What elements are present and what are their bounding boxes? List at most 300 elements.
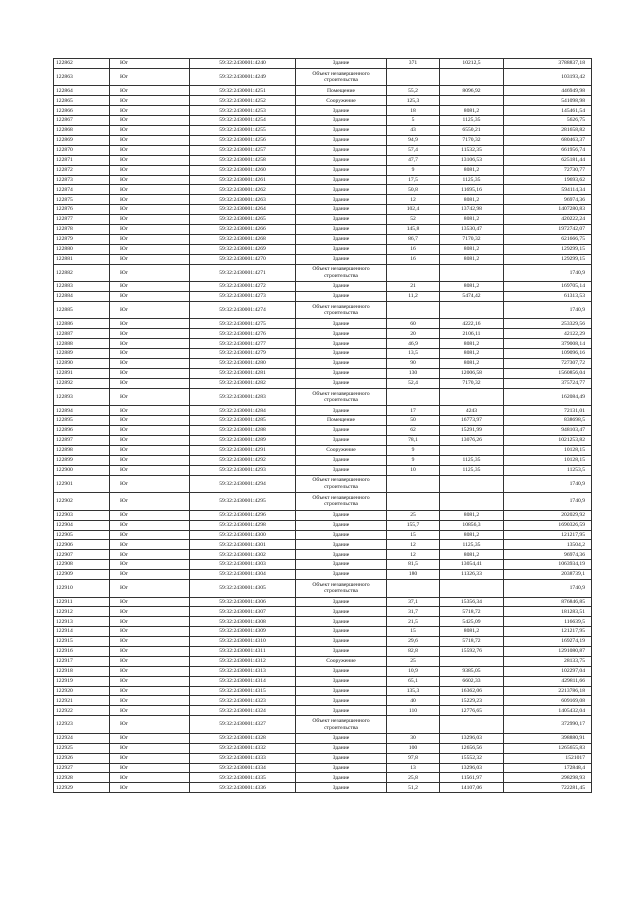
row-number-cell: 122888 (54, 339, 110, 349)
cadastral-value-table (53, 58, 592, 793)
table-row (54, 550, 592, 560)
object-type-cell: Здание (296, 666, 387, 676)
cadastral-value-cell: 1407280,83 (504, 205, 592, 215)
row-number-cell: 122867 (54, 116, 110, 126)
cadastral-number-cell: 59:32:2430001:4269 (190, 244, 296, 254)
specific-value-cell: 8081,2 (440, 106, 504, 116)
cadastral-value-cell: 1291080,87 (504, 647, 592, 657)
district-cell: Юг (110, 637, 190, 647)
cadastral-value-cell: 1740,9 (504, 475, 592, 493)
row-number-cell: 122906 (54, 540, 110, 550)
cadastral-value-cell: 169274,19 (504, 637, 592, 647)
cadastral-number-cell: 59:32:2430001:4265 (190, 215, 296, 225)
district-cell: Юг (110, 773, 190, 783)
table-row (54, 185, 592, 195)
specific-value-cell: 8081,2 (440, 282, 504, 292)
table-row (54, 666, 592, 676)
cadastral-number-cell: 59:32:2430001:4283 (190, 388, 296, 406)
object-type-cell: Здание (296, 426, 387, 436)
area-cell (387, 388, 440, 406)
specific-value-cell (440, 388, 504, 406)
row-number-cell: 122895 (54, 416, 110, 426)
cadastral-value-cell: 2213786,18 (504, 686, 592, 696)
table-row (54, 510, 592, 520)
area-cell: 51,2 (387, 783, 440, 793)
table-row (54, 676, 592, 686)
object-type-cell: Объект незавершенного строительства (296, 264, 387, 282)
table-row (54, 520, 592, 530)
object-type-cell: Здание (296, 406, 387, 416)
district-cell: Юг (110, 155, 190, 165)
table-row (54, 388, 592, 406)
object-type-cell: Здание (296, 520, 387, 530)
area-cell: 57,4 (387, 145, 440, 155)
district-cell: Юг (110, 716, 190, 734)
area-cell: 12 (387, 540, 440, 550)
specific-value-cell: 8081,2 (440, 244, 504, 254)
object-type-cell: Здание (296, 676, 387, 686)
area-cell: 18 (387, 106, 440, 116)
table-row (54, 783, 592, 793)
area-cell: 17,5 (387, 175, 440, 185)
cadastral-value-cell: 2038739,1 (504, 570, 592, 580)
district-cell: Юг (110, 224, 190, 234)
specific-value-cell: 8081,2 (440, 349, 504, 359)
table-row (54, 445, 592, 455)
district-cell: Юг (110, 540, 190, 550)
row-number-cell: 122874 (54, 185, 110, 195)
object-type-cell: Здание (296, 763, 387, 773)
district-cell: Юг (110, 763, 190, 773)
object-type-cell: Здание (296, 465, 387, 475)
district-cell: Юг (110, 530, 190, 540)
district-cell: Юг (110, 215, 190, 225)
row-number-cell: 122875 (54, 195, 110, 205)
row-number-cell: 122924 (54, 733, 110, 743)
row-number-cell: 122871 (54, 155, 110, 165)
cadastral-number-cell: 59:32:2430001:4284 (190, 406, 296, 416)
specific-value-cell (440, 579, 504, 597)
district-cell: Юг (110, 319, 190, 329)
specific-value-cell: 15291,99 (440, 426, 504, 436)
area-cell: 10 (387, 465, 440, 475)
area-cell: 25 (387, 656, 440, 666)
specific-value-cell: 1125,35 (440, 175, 504, 185)
cadastral-value-cell: 202029,92 (504, 510, 592, 520)
cadastral-value-cell: 181283,51 (504, 607, 592, 617)
cadastral-value-cell: 61313,53 (504, 292, 592, 302)
table-row (54, 59, 592, 69)
cadastral-value-cell: 1560856,04 (504, 368, 592, 378)
cadastral-value-cell: 1690326,59 (504, 520, 592, 530)
table-row (54, 68, 592, 86)
specific-value-cell: 10856,3 (440, 520, 504, 530)
table-row (54, 406, 592, 416)
table-row (54, 753, 592, 763)
object-type-cell: Здание (296, 597, 387, 607)
cadastral-value-cell: 1740,9 (504, 493, 592, 511)
district-cell: Юг (110, 607, 190, 617)
area-cell: 145,8 (387, 224, 440, 234)
cadastral-value-cell: 42122,29 (504, 329, 592, 339)
table-row (54, 96, 592, 106)
district-cell: Юг (110, 329, 190, 339)
district-cell: Юг (110, 349, 190, 359)
row-number-cell: 122901 (54, 475, 110, 493)
table-row (54, 637, 592, 647)
row-number-cell: 122902 (54, 493, 110, 511)
cadastral-number-cell: 59:32:2430001:4258 (190, 155, 296, 165)
specific-value-cell: 7170,32 (440, 234, 504, 244)
cadastral-value-cell: 420222,24 (504, 215, 592, 225)
district-cell: Юг (110, 292, 190, 302)
table-row (54, 359, 592, 369)
district-cell: Юг (110, 135, 190, 145)
table-row (54, 579, 592, 597)
cadastral-number-cell: 59:32:2430001:4310 (190, 637, 296, 647)
specific-value-cell (440, 68, 504, 86)
table-row (54, 597, 592, 607)
row-number-cell: 122928 (54, 773, 110, 783)
object-type-cell: Объект незавершенного строительства (296, 301, 387, 319)
specific-value-cell: 15592,76 (440, 647, 504, 657)
district-cell: Юг (110, 406, 190, 416)
area-cell: 15 (387, 530, 440, 540)
table-row (54, 617, 592, 627)
cadastral-number-cell: 59:32:2430001:4276 (190, 329, 296, 339)
table-row (54, 733, 592, 743)
cadastral-number-cell: 59:32:2430001:4281 (190, 368, 296, 378)
specific-value-cell: 8081,2 (440, 195, 504, 205)
specific-value-cell (440, 445, 504, 455)
object-type-cell: Здание (296, 560, 387, 570)
cadastral-number-cell: 59:32:2430001:4282 (190, 378, 296, 388)
table-row (54, 329, 592, 339)
cadastral-value-cell: 838698,5 (504, 416, 592, 426)
object-type-cell: Здание (296, 617, 387, 627)
district-cell: Юг (110, 195, 190, 205)
row-number-cell: 122883 (54, 282, 110, 292)
object-type-cell: Объект незавершенного строительства (296, 68, 387, 86)
object-type-cell: Объект незавершенного строительства (296, 716, 387, 734)
cadastral-value-cell: 379008,14 (504, 339, 592, 349)
table-row (54, 773, 592, 783)
table-row (54, 244, 592, 254)
table-row (54, 292, 592, 302)
cadastral-number-cell: 59:32:2430001:4240 (190, 59, 296, 69)
cadastral-value-cell: 1063934,19 (504, 560, 592, 570)
cadastral-value-cell: 129299,15 (504, 254, 592, 264)
district-cell: Юг (110, 244, 190, 254)
specific-value-cell: 8081,2 (440, 254, 504, 264)
district-cell: Юг (110, 579, 190, 597)
row-number-cell: 122917 (54, 656, 110, 666)
row-number-cell: 122904 (54, 520, 110, 530)
cadastral-value-cell: 948103,47 (504, 426, 592, 436)
district-cell: Юг (110, 753, 190, 763)
row-number-cell: 122915 (54, 637, 110, 647)
object-type-cell: Здание (296, 254, 387, 264)
table-row (54, 224, 592, 234)
object-type-cell: Здание (296, 753, 387, 763)
object-type-cell: Помещение (296, 416, 387, 426)
object-type-cell: Здание (296, 696, 387, 706)
area-cell: 9 (387, 455, 440, 465)
row-number-cell: 122899 (54, 455, 110, 465)
area-cell: 135,3 (387, 686, 440, 696)
cadastral-value-cell: 625181,44 (504, 155, 592, 165)
specific-value-cell: 12006,58 (440, 368, 504, 378)
area-cell: 17 (387, 406, 440, 416)
row-number-cell: 122892 (54, 378, 110, 388)
area-cell: 31,7 (387, 607, 440, 617)
table-row (54, 475, 592, 493)
specific-value-cell: 13054,41 (440, 560, 504, 570)
cadastral-value-cell: 145461,54 (504, 106, 592, 116)
district-cell: Юг (110, 706, 190, 716)
cadastral-value-cell: 109096,16 (504, 349, 592, 359)
object-type-cell: Помещение (296, 86, 387, 96)
object-type-cell: Здание (296, 185, 387, 195)
row-number-cell: 122893 (54, 388, 110, 406)
table-row (54, 175, 592, 185)
specific-value-cell: 8081,2 (440, 359, 504, 369)
table-row (54, 763, 592, 773)
specific-value-cell: 5425,09 (440, 617, 504, 627)
cadastral-number-cell: 59:32:2430001:4294 (190, 475, 296, 493)
district-cell: Юг (110, 570, 190, 580)
row-number-cell: 122909 (54, 570, 110, 580)
area-cell: 43 (387, 126, 440, 136)
district-cell: Юг (110, 96, 190, 106)
cadastral-number-cell: 59:32:2430001:4336 (190, 783, 296, 793)
row-number-cell: 122896 (54, 426, 110, 436)
specific-value-cell: 2106,11 (440, 329, 504, 339)
district-cell: Юг (110, 359, 190, 369)
cadastral-number-cell: 59:32:2430001:4335 (190, 773, 296, 783)
cadastral-number-cell: 59:32:2430001:4272 (190, 282, 296, 292)
cadastral-number-cell: 59:32:2430001:4303 (190, 560, 296, 570)
district-cell: Юг (110, 426, 190, 436)
area-cell (387, 579, 440, 597)
table-row (54, 215, 592, 225)
area-cell: 5 (387, 116, 440, 126)
cadastral-value-cell: 1521017 (504, 753, 592, 763)
specific-value-cell: 1125,35 (440, 540, 504, 550)
object-type-cell: Здание (296, 349, 387, 359)
table-row (54, 530, 592, 540)
cadastral-number-cell: 59:32:2430001:4285 (190, 416, 296, 426)
row-number-cell: 122870 (54, 145, 110, 155)
cadastral-value-cell: 722281,45 (504, 783, 592, 793)
specific-value-cell: 13530,47 (440, 224, 504, 234)
cadastral-value-cell: 621666,75 (504, 234, 592, 244)
cadastral-value-cell: 298298,93 (504, 773, 592, 783)
specific-value-cell (440, 475, 504, 493)
district-cell: Юг (110, 116, 190, 126)
object-type-cell: Сооружение (296, 96, 387, 106)
cadastral-number-cell: 59:32:2430001:4257 (190, 145, 296, 155)
district-cell: Юг (110, 783, 190, 793)
area-cell: 52 (387, 215, 440, 225)
cadastral-value-cell: 375724,77 (504, 378, 592, 388)
cadastral-value-cell: 172848,4 (504, 763, 592, 773)
table-row (54, 560, 592, 570)
object-type-cell: Здание (296, 145, 387, 155)
district-cell: Юг (110, 455, 190, 465)
cadastral-value-cell: 680463,37 (504, 135, 592, 145)
table-row (54, 86, 592, 96)
row-number-cell: 122926 (54, 753, 110, 763)
row-number-cell: 122898 (54, 445, 110, 455)
row-number-cell: 122865 (54, 96, 110, 106)
table-row (54, 607, 592, 617)
row-number-cell: 122878 (54, 224, 110, 234)
specific-value-cell: 13742,98 (440, 205, 504, 215)
object-type-cell: Здание (296, 570, 387, 580)
row-number-cell: 122869 (54, 135, 110, 145)
cadastral-number-cell: 59:32:2430001:4275 (190, 319, 296, 329)
area-cell: 46,9 (387, 339, 440, 349)
specific-value-cell: 13296,03 (440, 733, 504, 743)
cadastral-value-cell: 372990,17 (504, 716, 592, 734)
cadastral-number-cell: 59:32:2430001:4260 (190, 165, 296, 175)
table-row (54, 301, 592, 319)
specific-value-cell: 16362,06 (440, 686, 504, 696)
row-number-cell: 122919 (54, 676, 110, 686)
object-type-cell: Здание (296, 530, 387, 540)
area-cell: 29,6 (387, 637, 440, 647)
cadastral-number-cell: 59:32:2430001:4253 (190, 106, 296, 116)
cadastral-value-cell: 398880,91 (504, 733, 592, 743)
specific-value-cell (440, 264, 504, 282)
specific-value-cell: 11532,35 (440, 145, 504, 155)
specific-value-cell: 4243 (440, 406, 504, 416)
object-type-cell: Здание (296, 234, 387, 244)
row-number-cell: 122891 (54, 368, 110, 378)
cadastral-number-cell: 59:32:2430001:4288 (190, 426, 296, 436)
row-number-cell: 122913 (54, 617, 110, 627)
object-type-cell: Здание (296, 224, 387, 234)
cadastral-value-cell: 594114,34 (504, 185, 592, 195)
specific-value-cell: 7170,32 (440, 135, 504, 145)
row-number-cell: 122918 (54, 666, 110, 676)
area-cell: 12 (387, 550, 440, 560)
table-row (54, 647, 592, 657)
district-cell: Юг (110, 445, 190, 455)
object-type-cell: Объект незавершенного строительства (296, 388, 387, 406)
area-cell: 40 (387, 696, 440, 706)
table-row (54, 145, 592, 155)
area-cell (387, 264, 440, 282)
area-cell: 13,5 (387, 349, 440, 359)
district-cell: Юг (110, 743, 190, 753)
cadastral-value-cell: 121217,95 (504, 627, 592, 637)
cadastral-number-cell: 59:32:2430001:4296 (190, 510, 296, 520)
specific-value-cell: 15552,32 (440, 753, 504, 763)
object-type-cell: Здание (296, 165, 387, 175)
row-number-cell: 122914 (54, 627, 110, 637)
row-number-cell: 122923 (54, 716, 110, 734)
area-cell: 81,5 (387, 560, 440, 570)
district-cell: Юг (110, 59, 190, 69)
row-number-cell: 122877 (54, 215, 110, 225)
cadastral-value-cell: 876846,85 (504, 597, 592, 607)
cadastral-number-cell: 59:32:2430001:4334 (190, 763, 296, 773)
table-row (54, 686, 592, 696)
district-cell: Юг (110, 165, 190, 175)
cadastral-value-cell: 96974,36 (504, 550, 592, 560)
cadastral-number-cell: 59:32:2430001:4263 (190, 195, 296, 205)
specific-value-cell: 13076,26 (440, 435, 504, 445)
object-type-cell: Здание (296, 244, 387, 254)
cadastral-number-cell: 59:32:2430001:4324 (190, 706, 296, 716)
table-row (54, 378, 592, 388)
district-cell: Юг (110, 301, 190, 319)
table-row (54, 716, 592, 734)
row-number-cell: 122868 (54, 126, 110, 136)
row-number-cell: 122897 (54, 435, 110, 445)
object-type-cell: Здание (296, 378, 387, 388)
district-cell: Юг (110, 597, 190, 607)
cadastral-number-cell: 59:32:2430001:4323 (190, 696, 296, 706)
table-row (54, 743, 592, 753)
district-cell: Юг (110, 185, 190, 195)
area-cell: 130 (387, 368, 440, 378)
cadastral-value-cell: 1740,9 (504, 301, 592, 319)
cadastral-number-cell: 59:32:2430001:4252 (190, 96, 296, 106)
object-type-cell: Здание (296, 743, 387, 753)
cadastral-number-cell: 59:32:2430001:4279 (190, 349, 296, 359)
object-type-cell: Здание (296, 773, 387, 783)
cadastral-value-cell: 121217,95 (504, 530, 592, 540)
cadastral-number-cell: 59:32:2430001:4273 (190, 292, 296, 302)
cadastral-number-cell: 59:32:2430001:4302 (190, 550, 296, 560)
area-cell: 94,9 (387, 135, 440, 145)
table-row (54, 165, 592, 175)
cadastral-value-cell: 116639,5 (504, 617, 592, 627)
district-cell: Юг (110, 234, 190, 244)
cadastral-value-cell: 1265655,83 (504, 743, 592, 753)
row-number-cell: 122866 (54, 106, 110, 116)
specific-value-cell: 11326,33 (440, 570, 504, 580)
row-number-cell: 122880 (54, 244, 110, 254)
table-row (54, 264, 592, 282)
area-cell (387, 68, 440, 86)
district-cell: Юг (110, 560, 190, 570)
row-number-cell: 122925 (54, 743, 110, 753)
table-row (54, 540, 592, 550)
cadastral-number-cell: 59:32:2430001:4289 (190, 435, 296, 445)
table-row (54, 706, 592, 716)
cadastral-number-cell: 59:32:2430001:4249 (190, 68, 296, 86)
object-type-cell: Здание (296, 339, 387, 349)
specific-value-cell: 10212,5 (440, 59, 504, 69)
specific-value-cell: 1125,35 (440, 116, 504, 126)
cadastral-number-cell: 59:32:2430001:4332 (190, 743, 296, 753)
area-cell: 21,5 (387, 617, 440, 627)
area-cell: 13 (387, 763, 440, 773)
table-row (54, 368, 592, 378)
specific-value-cell (440, 493, 504, 511)
object-type-cell: Здание (296, 686, 387, 696)
area-cell: 50 (387, 416, 440, 426)
district-cell: Юг (110, 647, 190, 657)
cadastral-number-cell: 59:32:2430001:4313 (190, 666, 296, 676)
row-number-cell: 122884 (54, 292, 110, 302)
cadastral-value-cell: 19693,62 (504, 175, 592, 185)
area-cell: 9 (387, 445, 440, 455)
